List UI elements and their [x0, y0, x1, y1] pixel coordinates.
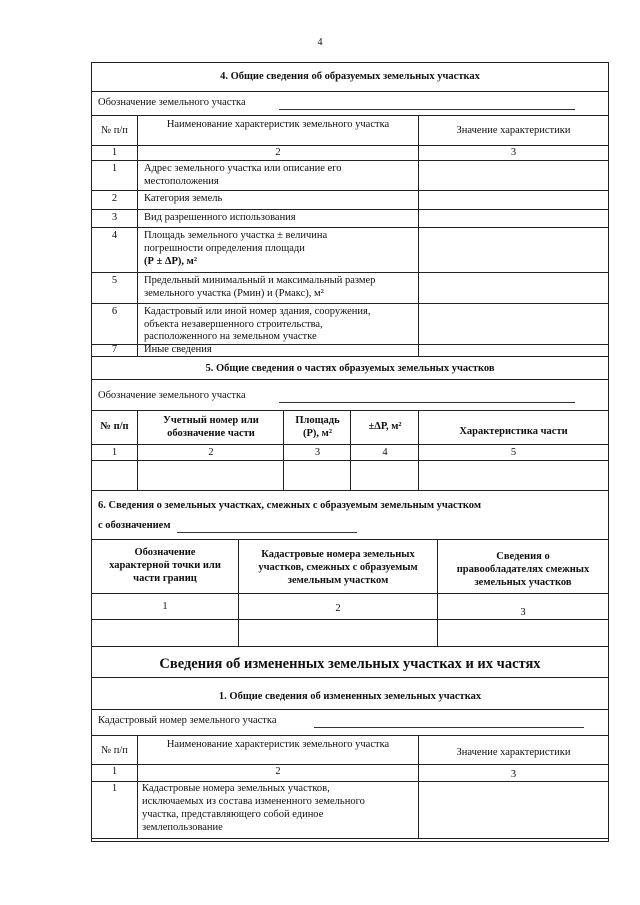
form-frame — [91, 62, 609, 842]
s6-colnum-1: 1 — [162, 601, 168, 612]
s6-header-owners-a: Сведения о — [496, 551, 550, 562]
s5-colnum-2: 2 — [208, 447, 214, 458]
s5-designation-field[interactable] — [279, 402, 575, 403]
s6-colnum-2: 2 — [335, 603, 341, 614]
s4-colnum-1: 1 — [111, 147, 118, 158]
s4-row-2-num: 2 — [111, 193, 118, 204]
s5-header-char: Характеристика части — [459, 426, 568, 437]
changed-header-name: Наименование характеристик земельного участка — [166, 739, 390, 750]
changed-s1-title: 1. Общие сведения об измененных земельных участках — [218, 691, 482, 702]
s5-header-delta: ±ΔР, м² — [368, 421, 402, 432]
s4-row-7-num: 7 — [111, 344, 118, 355]
s4-row-1-num: 1 — [111, 163, 118, 174]
s4-row-6-text-c: расположенного на земельном участке — [144, 331, 317, 342]
s6-designation-field[interactable] — [177, 532, 357, 533]
changed-row-1-num: 1 — [111, 783, 118, 794]
changed-row-1-text-a: Кадастровые номера земельных участков, — [142, 783, 330, 794]
s6-header-cad-a: Кадастровые номера земельных — [261, 549, 415, 560]
s5-colnum-4: 4 — [382, 447, 388, 458]
s5-designation-label: Обозначение земельного участка — [98, 390, 246, 401]
s4-row-4-text-a: Площадь земельного участка ± величина — [144, 230, 328, 241]
s6-header-owners-c: земельных участков — [474, 577, 572, 588]
s5-colnum-5: 5 — [510, 447, 517, 458]
s4-row-1-text-a: Адрес земельного участка или описание его — [144, 163, 342, 174]
s4-header-name: Наименование характеристик земельного участка — [166, 119, 390, 130]
s4-header-value: Значение характеристики — [456, 125, 571, 136]
changed-cad-field[interactable] — [314, 727, 584, 728]
s4-row-5-text-a: Предельный минимальный и максимальный размер — [144, 275, 376, 286]
s6-header-point-a: Обозначение — [134, 547, 196, 558]
changed-heading: Сведения об измененных земельных участках и их частях — [159, 656, 541, 672]
s5-colnum-3: 3 — [314, 447, 321, 458]
s4-designation-field[interactable] — [279, 109, 575, 110]
s5-header-account-a: Учетный номер или — [163, 415, 259, 426]
s6-header-owners-b: правообладателях смежных — [456, 564, 590, 575]
s4-row-7-text: Иные сведения — [144, 344, 212, 355]
s5-header-num: № п/п — [100, 421, 129, 432]
s6-header-point-c: части границ — [133, 573, 197, 584]
s4-row-1-text-b: местоположения — [144, 176, 219, 187]
s6-header-cad-c: земельным участком — [287, 575, 389, 586]
s5-colnum-1: 1 — [111, 447, 118, 458]
section-4-title: 4. Общие сведения об образуемых земельных участках — [220, 71, 480, 82]
s4-row-4-text-c: (Р ± ΔР), м² — [144, 256, 197, 267]
s6-designation-label: с обозначением — [98, 520, 171, 531]
s4-colnum-2: 2 — [275, 147, 281, 158]
section-5-title: 5. Общие сведения о частях образуемых земельных участков — [205, 363, 495, 374]
s4-row-5-text-b: земельного участка (Рмин) и (Рмакс), м² — [144, 288, 324, 299]
s4-row-2-text: Категория земель — [144, 193, 223, 204]
changed-header-value: Значение характеристики — [456, 747, 571, 758]
changed-colnum-2: 2 — [275, 766, 281, 777]
s4-designation-label: Обозначение земельного участка — [98, 97, 246, 108]
s4-row-5-num: 5 — [111, 275, 118, 286]
page-number: 4 — [317, 37, 323, 48]
s6-header-cad-b: участков, смежных с образуемым — [258, 562, 418, 573]
section-6-title: 6. Сведения о земельных участках, смежных с образуемым земельным участком — [98, 500, 481, 511]
s4-colnum-3: 3 — [510, 147, 517, 158]
changed-cad-label: Кадастровый номер земельного участка — [98, 715, 277, 726]
changed-header-num: № п/п — [101, 745, 128, 756]
s6-colnum-3: 3 — [520, 607, 526, 618]
s4-row-3-num: 3 — [111, 212, 118, 223]
s4-header-num: № п/п — [101, 125, 128, 136]
s4-row-4-text-b: погрешности определения площади — [144, 243, 305, 254]
s4-row-4-num: 4 — [111, 230, 118, 241]
changed-row-1-text-b: исключаемых из состава измененного земельного — [142, 796, 365, 807]
changed-row-1-text-d: землепользование — [142, 822, 223, 833]
changed-row-1-text-c: участка, представляющего собой единое — [142, 809, 324, 820]
changed-colnum-1: 1 — [111, 766, 118, 777]
s4-row-6-text-b: объекта незавершенного строительства, — [144, 319, 323, 330]
changed-colnum-3: 3 — [510, 769, 517, 780]
s4-row-6-text-a: Кадастровый или иной номер здания, сооружения, — [144, 306, 371, 317]
s4-row-6-num: 6 — [111, 306, 118, 317]
s5-header-area-b: (Р), м² — [303, 428, 332, 439]
s5-header-account-b: обозначение части — [167, 428, 255, 439]
s6-header-point-b: характерной точки или — [109, 560, 221, 571]
s5-header-area-a: Площадь — [295, 415, 340, 426]
s4-row-3-text: Вид разрешенного использования — [144, 212, 296, 223]
